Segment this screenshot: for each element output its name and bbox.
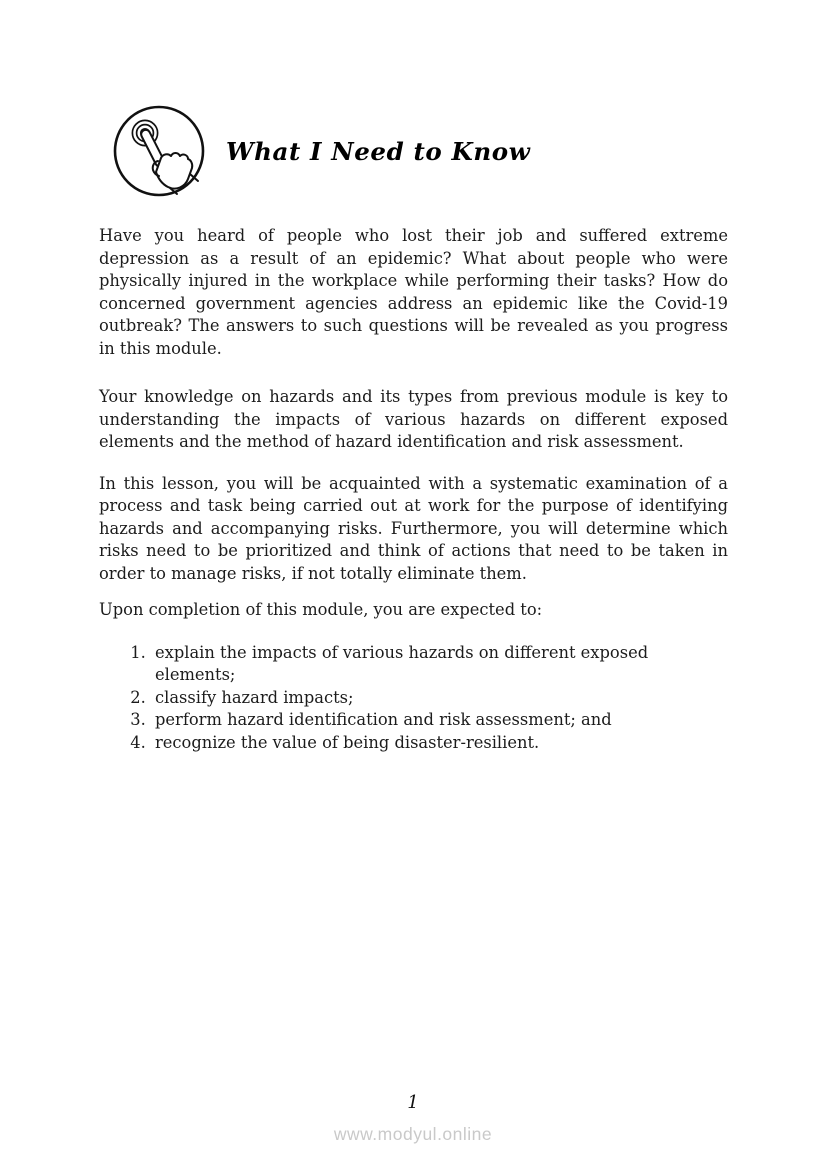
page-number: 1	[407, 1092, 419, 1113]
section-header	[112, 103, 530, 199]
objective-item: 2. classify hazard impacts;	[151, 687, 728, 710]
page-title: What I Need to Know	[226, 136, 531, 166]
objective-item: 4. recognize the value of being disaster-resilient.	[151, 732, 728, 755]
lesson-paragraph: In this lesson, you will be acquainted with a systematic examination of a process and task being carried out at work for the purpose of identifying hazards and accompanying risks. Furthermore, you will determine which risks need to be prioritized and think of actions that need to be taken in order to manage risks, if not totally eliminate them.	[99, 473, 728, 583]
objective-item: 3. perform hazard identification and risk assessment; and	[151, 709, 728, 732]
completion-paragraph: Upon completion of this module, you are expected to:	[99, 600, 543, 619]
intro-paragraph: Have you heard of people who lost their job and suffered extreme depression as a result of an epidemic? What about people who were physically injured in the workplace while performing their tasks? How do concerned government agencies address an epidemic like the Covid-19 outbreak? The answers to such questions will be revealed as you progress in this module.	[99, 226, 728, 358]
objectives-list	[99, 642, 728, 755]
objective-item: 1. explain the impacts of various hazards on different exposed elements;	[151, 642, 728, 687]
body-text	[99, 225, 728, 754]
tap-hand-icon	[112, 103, 206, 199]
watermark: www.modyul.online	[333, 1124, 493, 1144]
knowledge-paragraph: Your knowledge on hazards and its types from previous module is key to understanding the impacts of various hazards on different exposed elements and the method of hazard identification and risk assessment.	[99, 387, 728, 451]
